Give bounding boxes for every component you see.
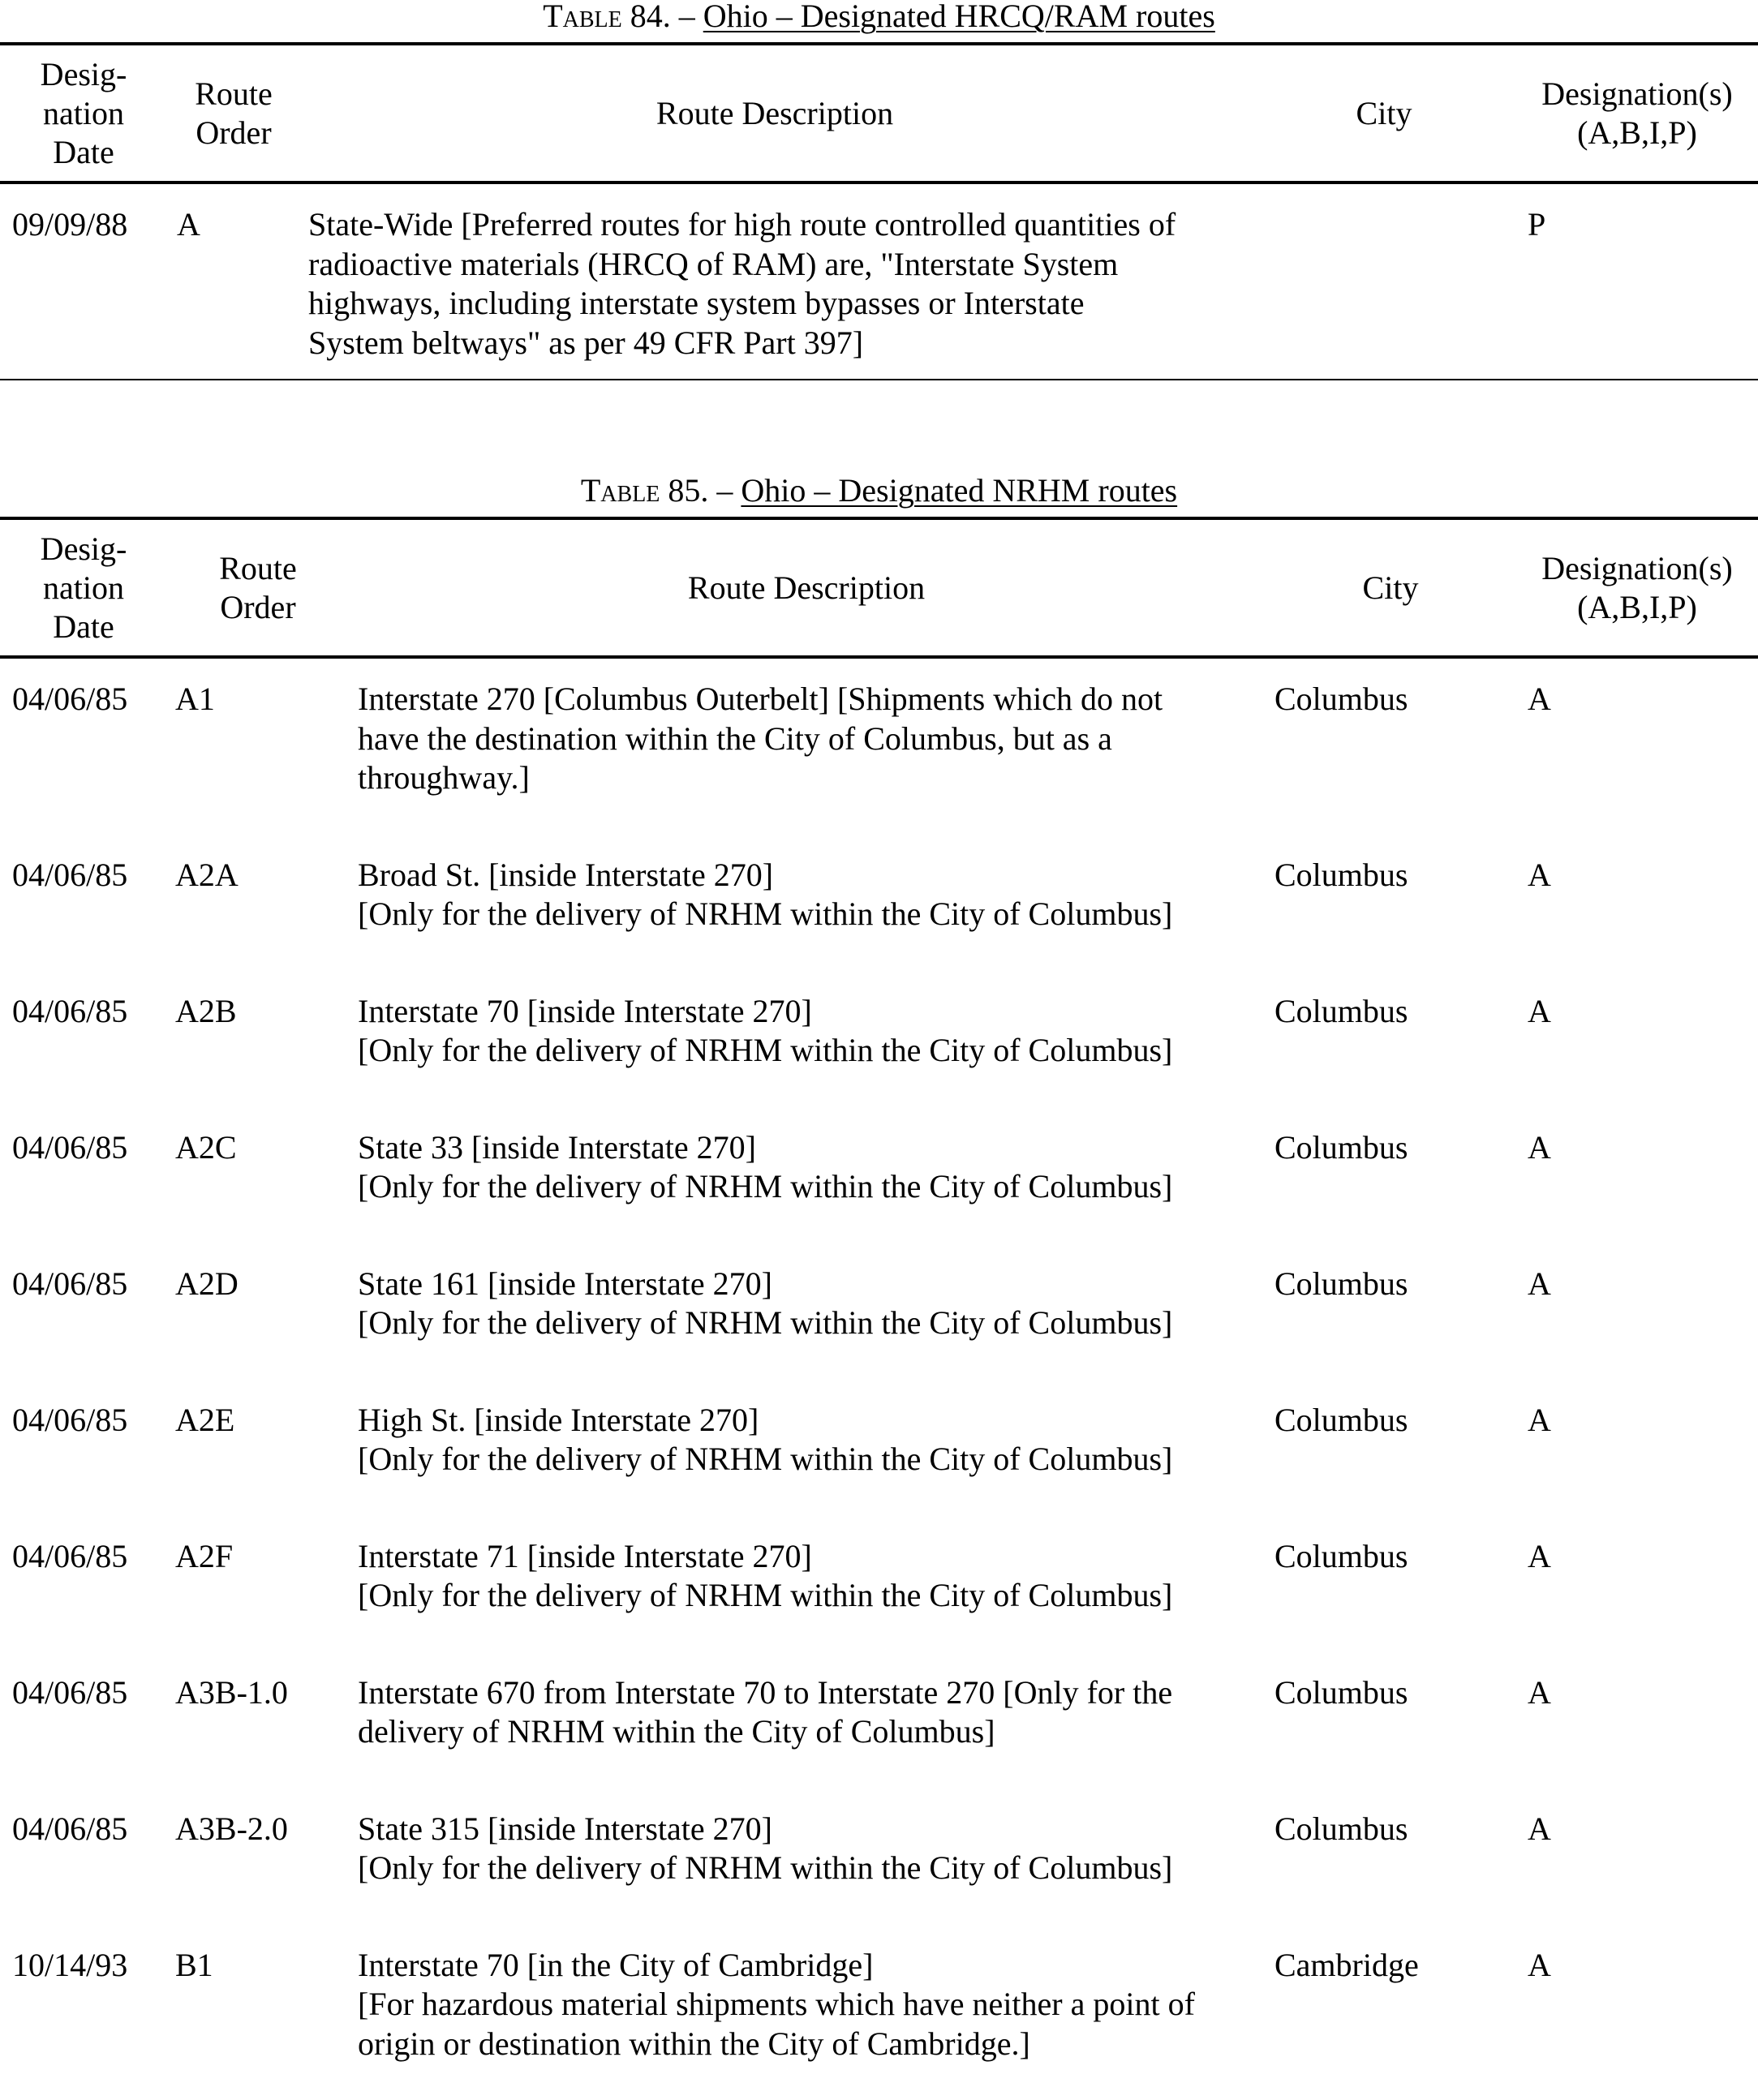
description-line: [Only for the delivery of NRHM within the City of Columbus] (358, 1167, 1758, 1207)
cell-order: A2D (175, 1265, 239, 1304)
description-line: [Only for the delivery of NRHM within the City of Columbus] (358, 895, 1758, 934)
header-line: Date (41, 608, 127, 646)
cell-designation: A (1528, 1401, 1551, 1441)
cell-city: Columbus (1274, 1537, 1408, 1577)
cell-order: A3B-1.0 (175, 1673, 288, 1713)
table-row (0, 1516, 1758, 1652)
table-row (0, 1925, 1758, 2100)
description-line: have the destination within the City of Columbus, but as a (358, 719, 1758, 759)
title-prefix: Table (543, 0, 622, 34)
cell-order: A2C (175, 1128, 237, 1168)
cell-description (358, 1537, 1758, 1616)
table-85-body (0, 659, 1758, 2100)
header-line: Route Description (688, 569, 925, 608)
cell-city: Columbus (1274, 1128, 1408, 1168)
description-line: Interstate 71 [inside Interstate 270] (358, 1537, 1758, 1577)
cell-description (358, 1673, 1758, 1752)
header-line: Designation(s) (1541, 549, 1733, 588)
cell-date: 04/06/85 (12, 856, 127, 895)
column-header-order (219, 518, 297, 658)
description-line: System beltways" as per 49 CFR Part 397] (308, 324, 1758, 363)
cell-date: 04/06/85 (12, 1537, 127, 1577)
header-line: Route Description (656, 94, 893, 133)
description-line: [Only for the delivery of NRHM within the City of Columbus] (358, 1303, 1758, 1343)
cell-date: 04/06/85 (12, 1810, 127, 1849)
cell-designation: A (1528, 992, 1551, 1032)
cell-order: A2E (175, 1401, 234, 1441)
cell-order: A2F (175, 1537, 233, 1577)
cell-description (358, 992, 1758, 1071)
column-header-designation (1541, 44, 1733, 183)
description-line: Interstate 70 [inside Interstate 270] (358, 992, 1758, 1032)
title-prefix: Table (581, 472, 660, 509)
cell-order: A1 (175, 680, 215, 719)
cell-designation: P (1528, 205, 1545, 245)
table-84-bottom-rule (0, 379, 1758, 380)
cell-date: 04/06/85 (12, 992, 127, 1032)
description-line: Interstate 270 [Columbus Outerbelt] [Shipments which do not (358, 680, 1758, 719)
description-line: [For hazardous material shipments which have neither a point of (358, 1985, 1758, 2025)
table-row (0, 971, 1758, 1107)
table-84-title (0, 0, 1758, 32)
cell-date: 09/09/88 (12, 205, 127, 245)
table-row (0, 1652, 1758, 1789)
header-line: Designation(s) (1541, 75, 1733, 114)
cell-date: 04/06/85 (12, 680, 127, 719)
column-header-city (1356, 44, 1412, 183)
column-header-description (688, 518, 925, 658)
cell-city: Cambridge (1274, 1946, 1419, 1986)
header-line: City (1356, 94, 1412, 133)
header-line: Desig- (41, 530, 127, 569)
table-row (0, 1380, 1758, 1516)
table-row (0, 1107, 1758, 1243)
cell-description (358, 856, 1758, 934)
cell-designation: A (1528, 1673, 1551, 1713)
cell-city: Columbus (1274, 856, 1408, 895)
title-number: 85. – (660, 472, 741, 509)
table-row (0, 659, 1758, 835)
description-line: [Only for the delivery of NRHM within the City of Columbus] (358, 1576, 1758, 1616)
column-header-date (41, 44, 127, 183)
cell-designation: A (1528, 856, 1551, 895)
cell-description (358, 1810, 1758, 1888)
description-line: [Only for the delivery of NRHM within the City of Columbus] (358, 1849, 1758, 1888)
cell-city: Columbus (1274, 1265, 1408, 1304)
cell-description (308, 205, 1758, 363)
description-line: origin or destination within the City of Cambridge.] (358, 2025, 1758, 2064)
title-number: 84. – (622, 0, 703, 34)
description-line: State 315 [inside Interstate 270] (358, 1810, 1758, 1849)
cell-description (358, 1401, 1758, 1479)
table-row (0, 1243, 1758, 1380)
table-row (0, 835, 1758, 971)
cell-designation: A (1528, 680, 1551, 719)
header-line: Route (219, 549, 297, 588)
cell-city: Columbus (1274, 1401, 1408, 1441)
cell-description (358, 1946, 1758, 2064)
title-main: Ohio – Designated NRHM routes (741, 472, 1177, 509)
description-line: State 33 [inside Interstate 270] (358, 1128, 1758, 1168)
header-line: Desig- (41, 55, 127, 94)
cell-city: Columbus (1274, 1673, 1408, 1713)
description-line: State-Wide [Preferred routes for high route controlled quantities of (308, 205, 1758, 245)
description-line: Broad St. [inside Interstate 270] (358, 856, 1758, 895)
cell-order: B1 (175, 1946, 213, 1986)
description-line: Interstate 670 from Interstate 70 to Interstate 270 [Only for the (358, 1673, 1758, 1713)
table-row (0, 184, 1758, 395)
cell-city: Columbus (1274, 680, 1408, 719)
cell-designation: A (1528, 1946, 1551, 1986)
column-header-city (1363, 518, 1419, 658)
cell-order: A3B-2.0 (175, 1810, 288, 1849)
description-line: [Only for the delivery of NRHM within the City of Columbus] (358, 1031, 1758, 1071)
cell-date: 04/06/85 (12, 1265, 127, 1304)
header-line: (A,B,I,P) (1541, 588, 1733, 627)
column-header-date (41, 518, 127, 658)
cell-designation: A (1528, 1128, 1551, 1168)
cell-order: A2B (175, 992, 237, 1032)
description-line: State 161 [inside Interstate 270] (358, 1265, 1758, 1304)
header-line: nation (41, 94, 127, 133)
cell-city: Columbus (1274, 1810, 1408, 1849)
header-line: (A,B,I,P) (1541, 114, 1733, 152)
description-line: delivery of NRHM within the City of Columbus] (358, 1712, 1758, 1752)
cell-designation: A (1528, 1265, 1551, 1304)
cell-order: A2A (175, 856, 239, 895)
description-line: [Only for the delivery of NRHM within the City of Columbus] (358, 1440, 1758, 1479)
header-line: City (1363, 569, 1419, 608)
cell-city: Columbus (1274, 992, 1408, 1032)
cell-date: 04/06/85 (12, 1401, 127, 1441)
header-line: Date (41, 133, 127, 172)
title-main: Ohio – Designated HRCQ/RAM routes (703, 0, 1215, 34)
column-header-order (195, 44, 273, 183)
cell-date: 04/06/85 (12, 1673, 127, 1713)
description-line: radioactive materials (HRCQ of RAM) are, "Interstate System (308, 245, 1758, 285)
cell-date: 04/06/85 (12, 1128, 127, 1168)
table-row (0, 1789, 1758, 1925)
cell-description (358, 680, 1758, 798)
cell-description (358, 1128, 1758, 1207)
description-line: Interstate 70 [in the City of Cambridge] (358, 1946, 1758, 1986)
header-line: nation (41, 569, 127, 608)
table-85-title (0, 475, 1758, 507)
cell-date: 10/14/93 (12, 1946, 127, 1986)
table-84-body (0, 184, 1758, 395)
header-line: Order (195, 114, 273, 152)
cell-designation: A (1528, 1810, 1551, 1849)
cell-order: A (177, 205, 200, 245)
cell-designation: A (1528, 1537, 1551, 1577)
column-header-designation (1541, 518, 1733, 658)
description-line: throughway.] (358, 758, 1758, 798)
header-line: Order (219, 588, 297, 627)
column-header-description (656, 44, 893, 183)
description-line: highways, including interstate system bypasses or Interstate (308, 284, 1758, 324)
cell-description (358, 1265, 1758, 1343)
header-line: Route (195, 75, 273, 114)
description-line: High St. [inside Interstate 270] (358, 1401, 1758, 1441)
